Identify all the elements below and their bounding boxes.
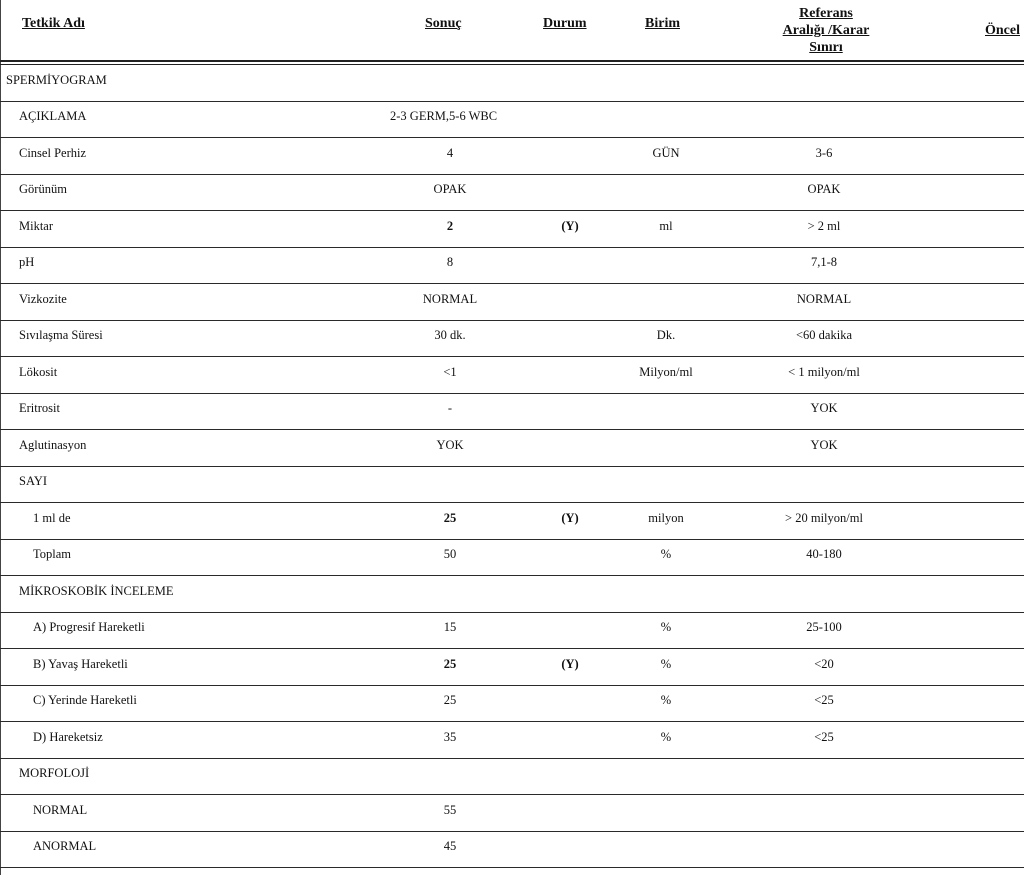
row-unit: ml	[659, 219, 673, 233]
row-unit: milyon	[648, 511, 684, 525]
row-divider	[0, 429, 1024, 430]
row-result: NORMAL	[422, 292, 478, 306]
row-result: 45	[443, 839, 457, 853]
row-result: -	[447, 401, 453, 415]
row-result: 25	[443, 657, 457, 671]
row-status-flag: (Y)	[561, 219, 579, 233]
row-name: SPERMİYOGRAM	[6, 73, 107, 87]
row-result: 55	[443, 803, 457, 817]
row-unit: Dk.	[656, 328, 676, 342]
header-result: Sonuç	[425, 16, 462, 31]
table-row	[0, 285, 1024, 321]
row-name: Görünüm	[19, 182, 67, 196]
row-divider	[0, 283, 1024, 284]
row-name: pH	[19, 255, 35, 269]
row-name: MİKROSKOBİK İNCELEME	[19, 584, 174, 598]
row-divider	[0, 867, 1024, 868]
table-row	[0, 212, 1024, 248]
row-reference: > 2 ml	[807, 219, 841, 233]
row-reference: 40-180	[806, 547, 842, 561]
row-reference: <25	[814, 730, 834, 744]
row-name: Vizkozite	[19, 292, 67, 306]
row-result: 4	[446, 146, 454, 160]
row-reference: <20	[814, 657, 834, 671]
header-test-name: Tetkik Adı	[22, 16, 85, 31]
row-unit: %	[660, 657, 672, 671]
row-name: D) Hareketsiz	[33, 730, 103, 744]
table-row	[0, 723, 1024, 759]
row-unit: GÜN	[652, 146, 680, 160]
row-result: YOK	[436, 438, 464, 452]
row-name: Eritrosit	[19, 401, 60, 415]
row-name: 1 ml de	[33, 511, 71, 525]
row-status-flag: (Y)	[561, 511, 579, 525]
row-name: B) Yavaş Hareketli	[33, 657, 128, 671]
table-row	[0, 248, 1024, 284]
row-unit: %	[660, 620, 672, 634]
row-result: 50	[443, 547, 457, 561]
table-row	[0, 613, 1024, 649]
row-unit: Milyon/ml	[639, 365, 693, 379]
row-divider	[0, 721, 1024, 722]
row-name: ANORMAL	[33, 839, 97, 853]
table-row	[0, 686, 1024, 722]
row-name: Sıvılaşma Süresi	[19, 328, 103, 342]
row-name: Toplam	[33, 547, 72, 561]
row-result: 2-3 GERM,5-6 WBC	[390, 109, 498, 123]
table-row	[0, 504, 1024, 540]
table-row	[0, 102, 1024, 138]
table-row	[0, 175, 1024, 211]
header-unit: Birim	[645, 16, 680, 31]
header-status: Durum	[543, 16, 587, 31]
row-reference: 7,1-8	[810, 255, 838, 269]
table-row	[0, 540, 1024, 576]
table-row	[0, 358, 1024, 394]
row-reference: NORMAL	[796, 292, 852, 306]
row-name: Cinsel Perhiz	[19, 146, 87, 160]
row-divider	[0, 502, 1024, 503]
row-unit: %	[660, 547, 672, 561]
row-divider	[0, 648, 1024, 649]
table-row	[0, 431, 1024, 467]
row-reference: OPAK	[807, 182, 841, 196]
table-row	[0, 577, 1024, 613]
table-row	[0, 394, 1024, 430]
row-reference: 25-100	[806, 620, 842, 634]
table-row	[0, 66, 1024, 102]
table-row	[0, 759, 1024, 795]
header-previous: Öncel	[985, 23, 1020, 38]
row-name: SAYI	[19, 474, 48, 488]
row-reference: < 1 milyon/ml	[788, 365, 860, 379]
row-reference: 3-6	[815, 146, 833, 160]
row-name: MORFOLOJİ	[19, 766, 90, 780]
row-result: 30 dk.	[434, 328, 466, 342]
row-reference: YOK	[810, 401, 838, 415]
row-divider	[0, 210, 1024, 211]
table-row	[0, 139, 1024, 175]
row-name: AÇIKLAMA	[19, 109, 87, 123]
table-row	[0, 321, 1024, 357]
row-name: Lökosit	[19, 365, 58, 379]
header-divider-bottom	[0, 64, 1024, 65]
row-reference: <25	[814, 693, 834, 707]
header-reference-line1: Referans	[799, 6, 853, 21]
row-name: A) Progresif Hareketli	[33, 620, 145, 634]
header-reference-line3: Sınırı	[809, 40, 843, 55]
row-reference: YOK	[810, 438, 838, 452]
row-name: Aglutinasyon	[19, 438, 87, 452]
row-result: 8	[446, 255, 454, 269]
header-divider-top	[0, 60, 1024, 62]
row-result: 25	[443, 511, 457, 525]
table-row	[0, 650, 1024, 686]
row-divider	[0, 137, 1024, 138]
row-result: OPAK	[433, 182, 467, 196]
row-divider	[0, 794, 1024, 795]
table-row	[0, 467, 1024, 503]
row-reference: <60 dakika	[796, 328, 852, 342]
table-row	[0, 796, 1024, 832]
header-reference	[767, 5, 885, 56]
row-unit: %	[660, 693, 672, 707]
row-name: C) Yerinde Hareketli	[33, 693, 137, 707]
row-result: 35	[443, 730, 457, 744]
row-reference: > 20 milyon/ml	[785, 511, 863, 525]
table-header	[0, 0, 1024, 62]
row-name: NORMAL	[33, 803, 88, 817]
row-divider	[0, 575, 1024, 576]
row-unit: %	[660, 730, 672, 744]
row-result: 15	[443, 620, 457, 634]
row-result: 25	[443, 693, 457, 707]
row-status-flag: (Y)	[561, 657, 579, 671]
row-result: <1	[443, 365, 457, 379]
row-result: 2	[446, 219, 454, 233]
table-row	[0, 832, 1024, 868]
header-reference-line2: Aralığı /Karar	[782, 23, 870, 38]
row-divider	[0, 356, 1024, 357]
row-name: Miktar	[19, 219, 54, 233]
